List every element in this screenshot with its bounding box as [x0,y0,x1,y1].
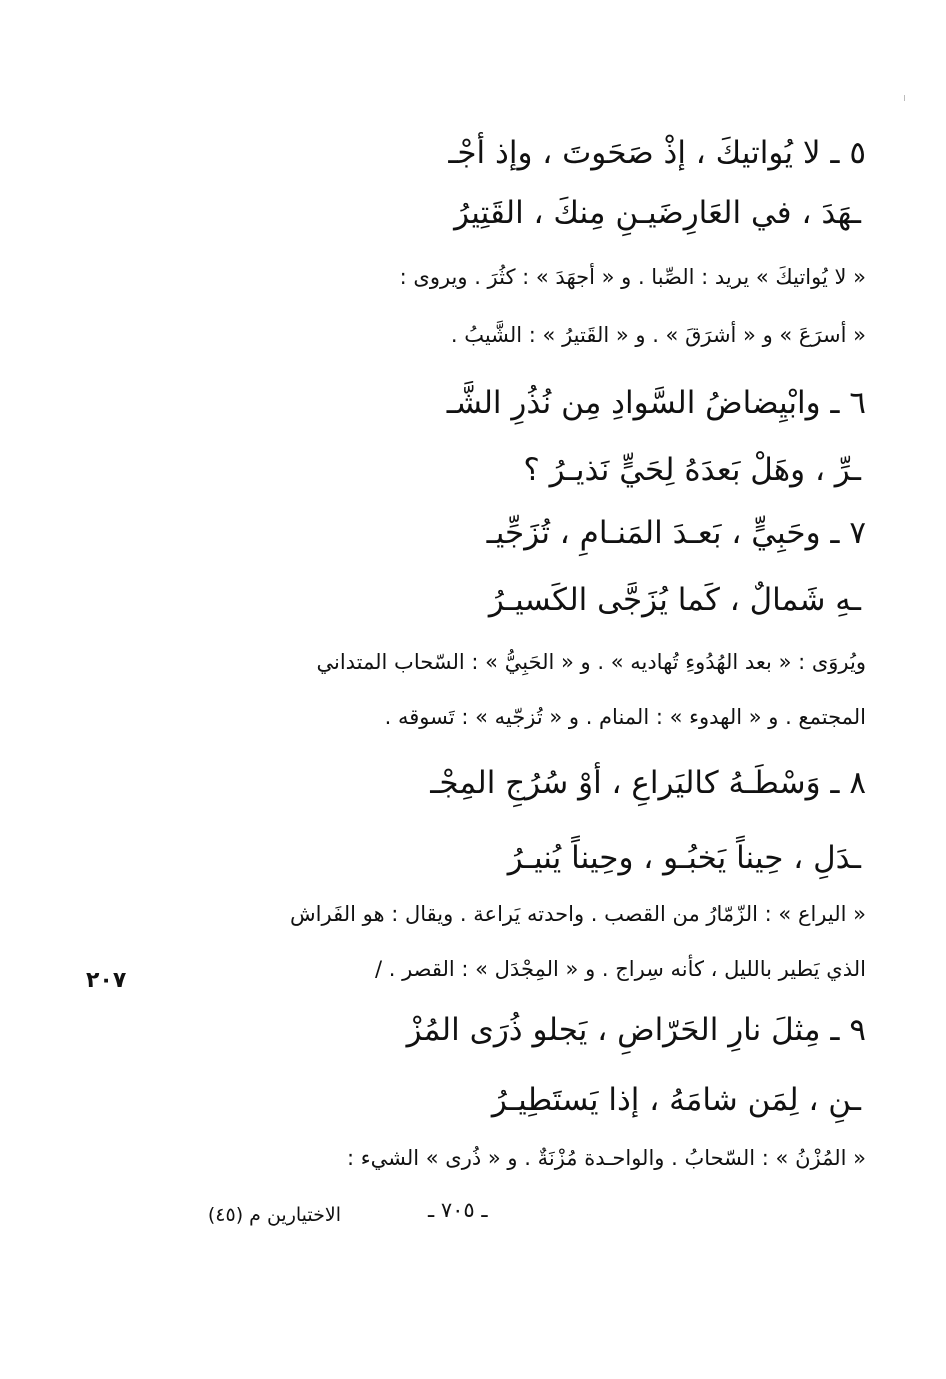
verse-6-first-hemistich: ٦ ـ وابْيِضاضُ السَّوادِ مِن نُذُرِ الشَّـ [446,385,866,421]
printer-signature: الاختيارين م (٤٥) [207,1204,341,1226]
verse-5-first-hemistich: ٥ ـ لا يُواتيكَ ، إذْ صَحَوتَ ، وإذ أجْـ [448,135,866,171]
verse-8-note-line-2: الذي يَطير بالليل ، كأنه سِراج . و « المِجْدَل » : القصر . / [374,957,866,981]
verse-8-note-line-1: « اليراع » : الزّمّارُ من القصب . واحدته يَراعة . ويقال : هو الفَراش [290,902,866,926]
verse-7-note-line-1: ويُروَى : « بعد الهُدُوءِ تُهاديه » . و « الحَبِيُّ » : السّحاب المتداني [316,650,866,674]
verse-9-note-line-1: « المُزْنُ » : السّحابُ . والواحـدة مُزْنَةٌ . و « ذُرى » الشيء : [347,1146,866,1170]
page-number: ـ ٧٠٥ ـ [428,1198,488,1222]
verse-5-second-hemistich: ـهَدَ ، في العَارِضَيـنِ مِنكَ ، القَتِيرُ [454,195,861,231]
edge-mark [904,95,905,101]
verse-6-second-hemistich: ـرِّ ، وهَلْ بَعدَهُ لِحَيٍّ نَذيـرُ ؟ [523,452,861,488]
verse-7-second-hemistich: ـهِ شَمالٌ ، كَما يُزَجَّى الكَسيـرُ [488,582,861,618]
verse-7-first-hemistich: ٧ ـ وحَبِيٍّ ، بَعـدَ المَنـامِ ، تُزَجِّيـ [486,515,866,551]
verse-9-second-hemistich: ـنِ ، لِمَن شامَهُ ، إذا يَستَطِيـرُ [491,1082,861,1118]
margin-page-number: ٢٠٧ [86,968,127,993]
verse-5-note-line-2: « أسرَعَ » و « أشرَقَ » . و « القَتيرُ » : الشَّيبُ . [450,323,866,347]
verse-9-first-hemistich: ٩ ـ مِثلَ نارِ الحَرّاضِ ، يَجلو ذُرَى المُزْ [406,1012,866,1048]
verse-5-note-line-1: « لا يُواتيكَ » يريد : الصِّبا . و « أجهَدَ » : كثُرَ . ويروى : [399,265,866,289]
verse-8-first-hemistich: ٨ ـ وَسْطَـهُ كاليَراعِ ، أوْ سُرُجِ المِجْـ [430,765,866,801]
verse-8-second-hemistich: ـدَلِ ، حِيناً يَخبُـو ، وحِيناً يُنيـرُ [507,840,861,876]
verse-7-note-line-2: المجتمع . و « الهدوء » : المنام . و « تُزجّيه » : تَسوقه . [384,705,866,729]
